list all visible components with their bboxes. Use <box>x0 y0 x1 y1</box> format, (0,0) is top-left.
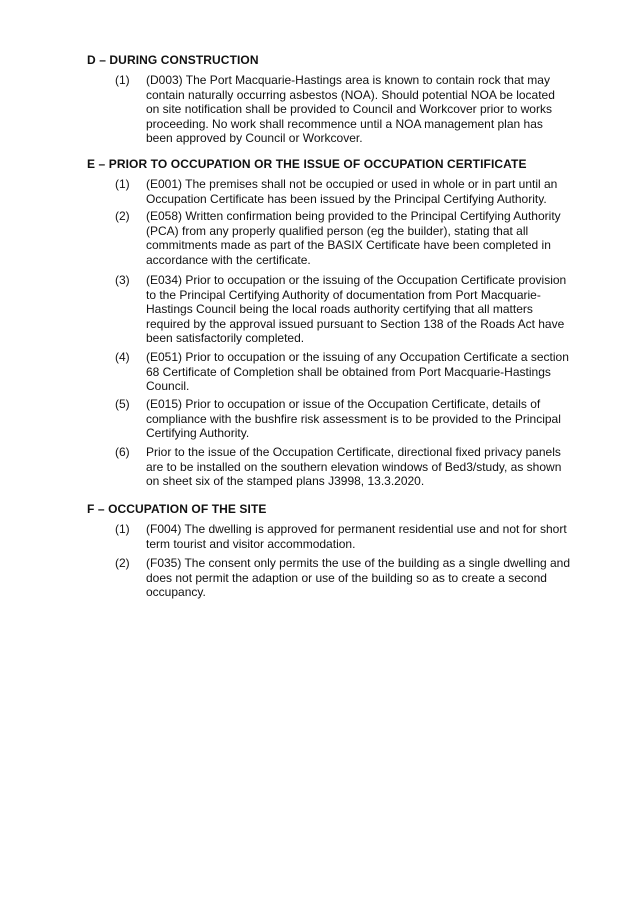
item-text: (E058) Written confirmation being provided to the Principal Certifying Authority (PCA) from any properly qualified person (eg the builder), stating that all commitments made as part of the BASIX Certificate have been completed in accordance with the certificate. <box>146 209 561 267</box>
item-number: (2) <box>115 556 130 570</box>
item-number: (1) <box>115 177 130 191</box>
item-text: Prior to the issue of the Occupation Certificate, directional fixed privacy panels are to be installed on the southern elevation windows of Bed3/study, as shown on sheet six of the stamped plans J3998, 13.3.2020. <box>146 445 562 489</box>
item-text: (D003) The Port Macquarie-Hastings area is known to contain rock that may contain naturally occurring asbestos (NOA). Should potential NOA be located on site notification shall be provided to Council and Workcover prior to works proceeding. No work shall recommence until a NOA management plan has been approved by Council or Workcover. <box>146 73 555 146</box>
item-text: (E051) Prior to occupation or the issuing of any Occupation Certificate a section 68 Certificate of Completion shall be obtained from Port Macquarie-Hastings Council. <box>146 350 569 394</box>
item-number: (2) <box>115 209 130 223</box>
item-text: (E034) Prior to occupation or the issuing of the Occupation Certificate provision to the Principal Certifying Authority of documentation from Port Macquarie-Hastings Council being the local roads authority certifying that all matters required by the approval issued pursuant to Section 138 of the Roads Act have been satisfactorily completed. <box>146 273 567 346</box>
item-number: (6) <box>115 445 130 459</box>
section-heading: F – OCCUPATION OF THE SITE <box>87 502 267 516</box>
item-text: (E015) Prior to occupation or issue of the Occupation Certificate, details of compliance with the bushfire risk assessment is to be provided to the Principal Certifying Authority. <box>146 397 561 441</box>
section-heading: D – DURING CONSTRUCTION <box>87 53 259 67</box>
item-number: (4) <box>115 350 130 364</box>
item-text: (E001) The premises shall not be occupied or used in whole or in part until an Occupation Certificate has been issued by the Principal Certifying Authority. <box>146 177 558 206</box>
item-number: (5) <box>115 397 130 411</box>
item-text: (F004) The dwelling is approved for permanent residential use and not for short term tourist and visitor accommodation. <box>146 522 567 551</box>
section-heading: E – PRIOR TO OCCUPATION OR THE ISSUE OF OCCUPATION CERTIFICATE <box>87 157 527 171</box>
item-text: (F035) The consent only permits the use of the building as a single dwelling and does not permit the adaption or use of the building so as to create a second occupancy. <box>146 556 571 600</box>
item-number: (3) <box>115 273 130 287</box>
item-number: (1) <box>115 73 130 87</box>
item-number: (1) <box>115 522 130 536</box>
